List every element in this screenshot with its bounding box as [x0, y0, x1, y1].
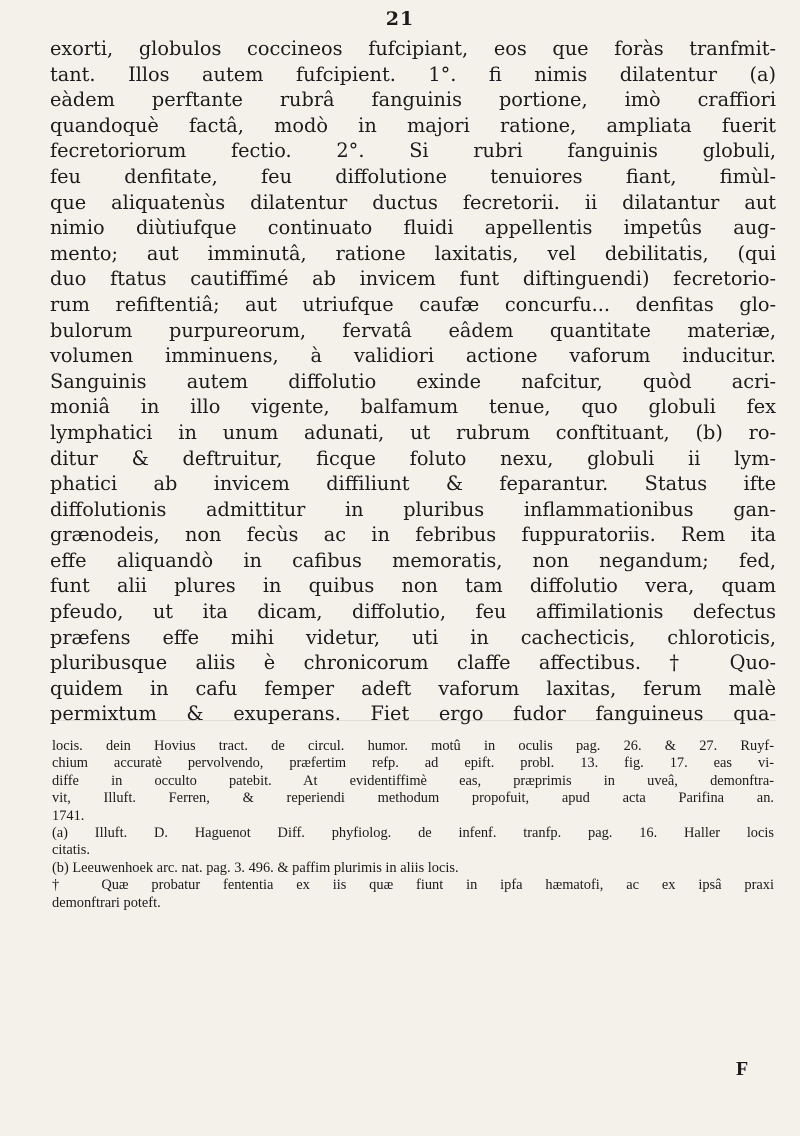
- body-line: exorti, globulos coccineos fufcipiant, eos que foràs tranfmit-: [50, 37, 776, 60]
- body-line: rum refiftentiâ; aut utriufque caufæ concurfu... denfitas glo-: [50, 292, 776, 316]
- body-line: nimio diùtiufque continuato fluidi appellentis impetûs aug-: [50, 216, 776, 240]
- main-text: [50, 36, 776, 727]
- body-line: moniâ in illo vigente, balfamum tenue, quo globuli fex: [50, 395, 776, 419]
- body-line: permixtum & exuperans. Fiet ergo fudor fanguineus qua-: [50, 702, 776, 726]
- body-line: que aliquatenùs dilatentur ductus fecretorii. ii dilatantur aut: [50, 190, 776, 214]
- body-line: tant. Illos autem fufcipient. 1°. fi nimis dilatentur (a): [50, 62, 776, 86]
- body-line: eàdem perftante rubrâ fanguinis portione, imò craffiori: [50, 88, 776, 112]
- footnote-line: (b) Leeuwenhoek arc. nat. pag. 3. 496. & paffim plurimis in aliis locis.: [52, 859, 459, 876]
- footnote-line: † Quæ probatur fententia ex iis quæ fiunt in ipfa hæmatofi, ac ex ipsâ praxi: [52, 877, 774, 894]
- body-line: grænodeis, non fecùs ac in febribus fuppuratoriis. Rem ita: [50, 523, 776, 547]
- footnotes: [52, 738, 774, 912]
- body-line: volumen imminuens, à validiori actione vaforum inducitur.: [50, 344, 776, 368]
- body-line: bulorum purpureorum, fervatâ eâdem quantitate materiæ,: [50, 318, 776, 342]
- footnote-line: demonftrari poteft.: [52, 894, 161, 911]
- footnote-divider: [50, 720, 776, 721]
- body-line: phatici ab invicem diffiliunt & feparantur. Status ifte: [50, 472, 776, 496]
- body-line: lymphatici in unum adunati, ut rubrum conftituant, (b) ro-: [50, 420, 776, 444]
- body-line: quandoquè factâ, modò in majori ratione, ampliata fuerit: [50, 113, 776, 137]
- footnote-line: vit, Illuft. Ferren, & reperiendi methodum propofuit, apud acta Parifina an.: [52, 790, 774, 807]
- footnote-line: chium accuratè pervolvendo, præfertim refp. ad epift. probl. 13. fig. 17. eas vi-: [52, 755, 774, 772]
- body-line: pfeudo, ut ita dicam, diffolutio, feu affimilationis defectus: [50, 600, 776, 624]
- body-line: præfens effe mihi videtur, uti in cachecticis, chloroticis,: [50, 625, 776, 649]
- body-line: Sanguinis autem diffolutio exinde nafcitur, quòd acri-: [50, 369, 776, 393]
- body-line: fecretoriorum fectio. 2°. Si rubri fanguinis globuli,: [50, 139, 776, 163]
- footnote-line: diffe in occulto patebit. At evidentiffimè eas, præprimis in uveâ, demonftra-: [52, 772, 774, 789]
- body-line: feu denfitate, feu diffolutione tenuiores fiant, fimùl-: [50, 164, 776, 188]
- footnote-line: 1741.: [52, 807, 85, 824]
- footnote-line: (a) Illuft. D. Haguenot Diff. phyfiolog. de infenf. tranfp. pag. 16. Haller locis: [52, 825, 774, 842]
- body-line: pluribusque aliis è chronicorum claffe affectibus. † Quo-: [50, 651, 776, 675]
- body-line: diffolutionis admittitur in pluribus inflammationibus gan-: [50, 497, 776, 521]
- footnote-line: citatis.: [52, 842, 90, 859]
- body-line: ditur & deftruitur, ficque foluto nexu, globuli ii lym-: [50, 446, 776, 470]
- body-line: effe aliquandò in cafibus memoratis, non negandum; fed,: [50, 548, 776, 572]
- body-line: quidem in cafu femper adeft vaforum laxitas, ferum malè: [50, 676, 776, 700]
- body-line: funt alii plures in quibus non tam diffolutio vera, quam: [50, 574, 776, 598]
- signature-mark: F: [736, 1058, 749, 1080]
- footnote-line: locis. dein Hovius tract. de circul. humor. motû in oculis pag. 26. & 27. Ruyf-: [52, 738, 774, 754]
- body-line: duo ftatus cautiffimé ab invicem funt diftinguendi) fecretorio-: [50, 267, 776, 291]
- body-line: mento; aut imminutâ, ratione laxitatis, vel debilitatis, (qui: [50, 241, 776, 265]
- page-number: 21: [385, 8, 415, 30]
